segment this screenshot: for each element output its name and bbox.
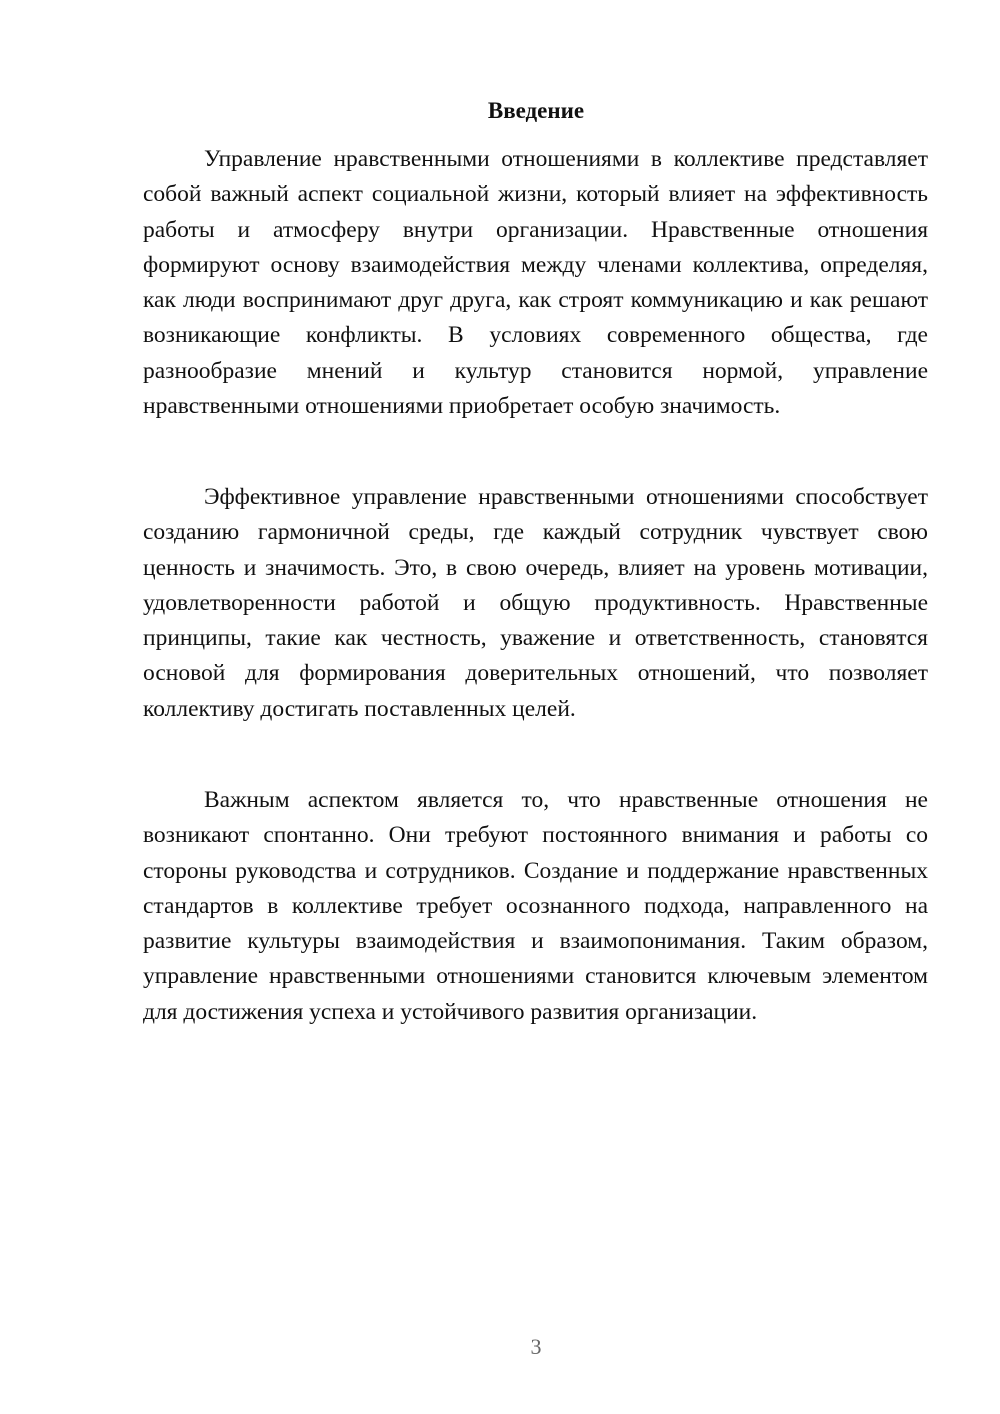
section-heading: Введение <box>487 98 585 123</box>
page-number: 3 <box>530 1334 542 1359</box>
paragraph-2: Эффективное управление нравственными отношениями способствует созданию гармоничной среды, где каждый сотрудник чувствует свою ценность и значимость. Это, в свою очередь, влияет на уровень мотивации, удовлетворенности работой и общую продуктивность. Нравственные принципы, такие как честность, уважение и ответственность, становятся основой для формирования доверительных отношений, что позволяет коллективу достигать поставленных целей. <box>143 484 928 722</box>
paragraph-1: Управление нравственными отношениями в коллективе представляет собой важный аспект социальной жизни, который влияет на эффективность работы и атмосферу внутри организации. Нравственные отношения формируют основу взаимодействия между членами коллектива, определяя, как люди воспринимают друг друга, как строят коммуникацию и как решают возникающие конфликты. В условиях современного общества, где разнообразие мнений и культур становится нормой, управление нравственными отношениями приобретает особую значимость. <box>143 146 928 420</box>
paragraph-3: Важным аспектом является то, что нравственные отношения не возникают спонтанно. Они требуют постоянного внимания и работы со стороны руководства и сотрудников. Создание и поддержание нравственных стандартов в коллективе требует осознанного подхода, направленного на развитие культуры взаимодействия и взаимопонимания. Таким образом, управление нравственными отношениями становится ключевым элементом для достижения успеха и устойчивого развития организации. <box>143 787 928 1025</box>
